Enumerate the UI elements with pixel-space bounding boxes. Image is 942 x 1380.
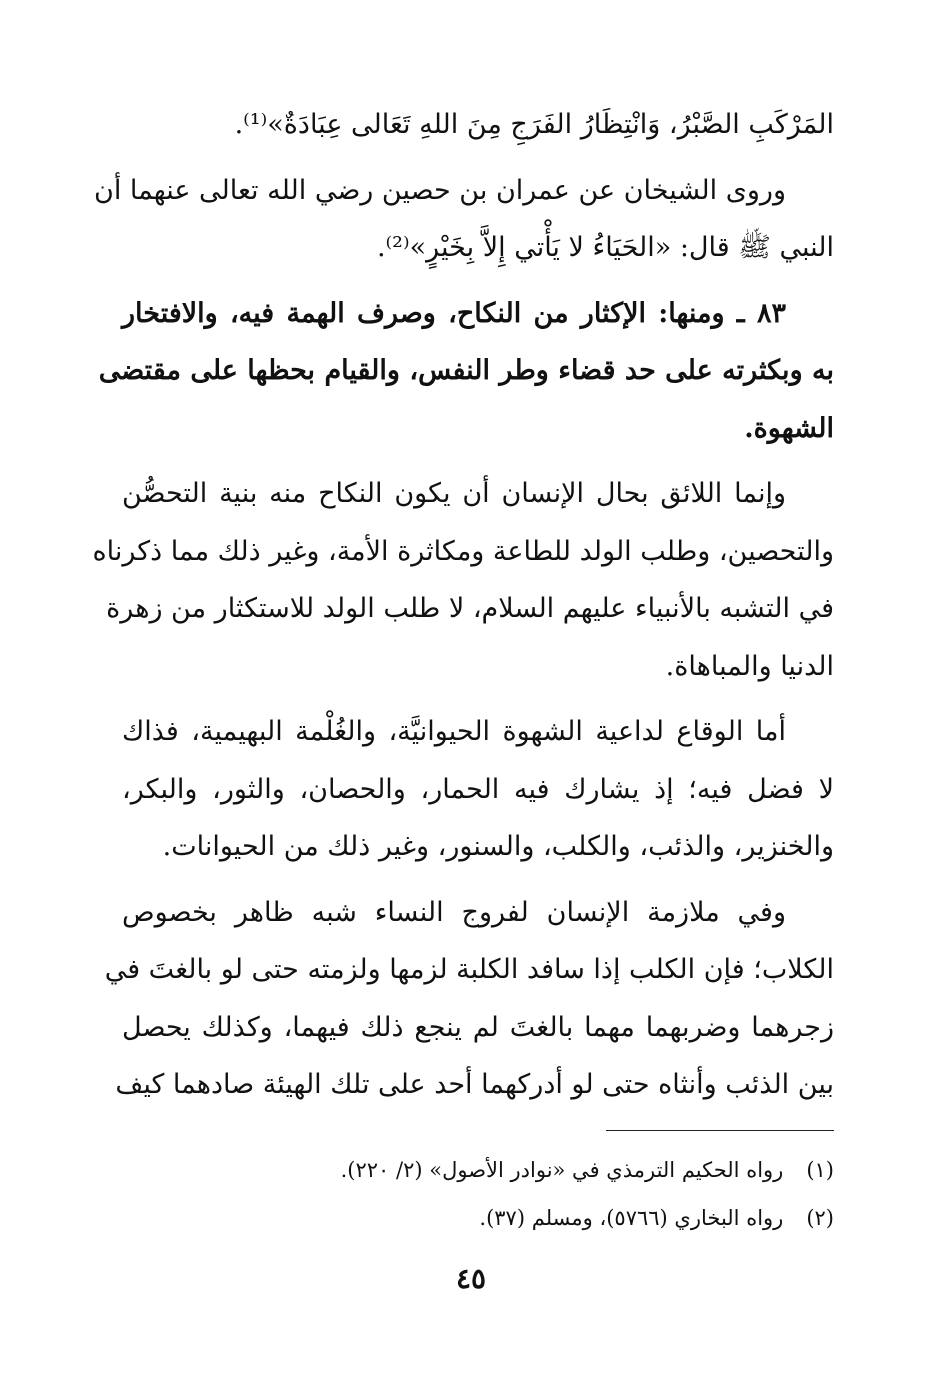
footnote-text: رواه البخاري (٥٧٦٦)، ومسلم (٣٧). [479,1206,784,1230]
text-line: الدنيا والمباهاة. [665,650,834,682]
footnotes [122,1146,834,1242]
text-line: وروى الشيخان عن عمران بن حصين رضي الله تعالى عنهما أن [94,174,786,206]
text-line: وفي ملازمة الإنسان لفروج النساء شبه ظاهر بخصوص [122,896,786,928]
page-number: ٤٥ [455,1262,487,1295]
text-line: المَرْكَبِ الصَّبْرُ، وَانْتِظَارُ الفَرَجِ مِنَ اللهِ تَعَالى عِبَادَةٌ»⁽¹⁾. [234,109,834,140]
text-line: الكلاب؛ فإن الكلب إذا سافد الكلبة لزمها ولزمته حتى لو بالغتَ في [104,954,834,985]
text-line: النبي ﷺ قال: «الحَيَاءُ لا يَأْتي إِلاَّ بِخَيْرٍ»⁽²⁾. [376,232,834,263]
main-text [92,96,834,1114]
text-line: أما الوقاع لداعية الشهوة الحيوانيَّة، والغُلْمة البهيمية، فذاك [122,716,786,747]
footnote-separator [606,1130,834,1131]
footnote-number: (١) [806,1158,834,1182]
heading-line: الشهوة. [744,412,834,444]
text-line: زجرهما وضربهما مهما بالغتَ لم ينجع ذلك فيهما، وكذلك يحصل [122,1011,834,1043]
text-line: لا فضل فيه؛ إذ يشارك فيه الحمار، والحصان، والثور، والبكر، [122,773,834,805]
text-line: بين الذئب وأنثاه حتى لو أدركهما أحد على تلك الهيئة صادهما كيف [115,1069,834,1100]
footnote-text: رواه الحكيم الترمذي في «نوادر الأصول» (٢/ ٢٢٠). [340,1158,784,1182]
heading-line: ٨٣ ـ ومنها: الإكثار من النكاح، وصرف الهمة فيه، والافتخار [122,297,786,329]
text-line: والخنزير، والذئب، والكلب، والسنور، وغير ذلك من الحيوانات. [162,831,834,862]
footnote [122,1146,834,1194]
footnote [122,1194,834,1242]
text-line: وإنما اللائق بحال الإنسان أن يكون النكاح منه بنية التحصُّن [122,478,786,509]
text-line: والتحصين، وطلب الولد للطاعة ومكاثرة الأمة، وغير ذلك مما ذكرناه [92,535,834,567]
text-line: في التشبه بالأنبياء عليهم السلام، لا طلب الولد للاستكثار من زهرة [106,593,834,624]
footnote-number: (٢) [806,1206,834,1230]
heading-line: به وبكثرته على حد قضاء وطر النفس، والقيام بحظها على مقتضى [98,355,834,386]
